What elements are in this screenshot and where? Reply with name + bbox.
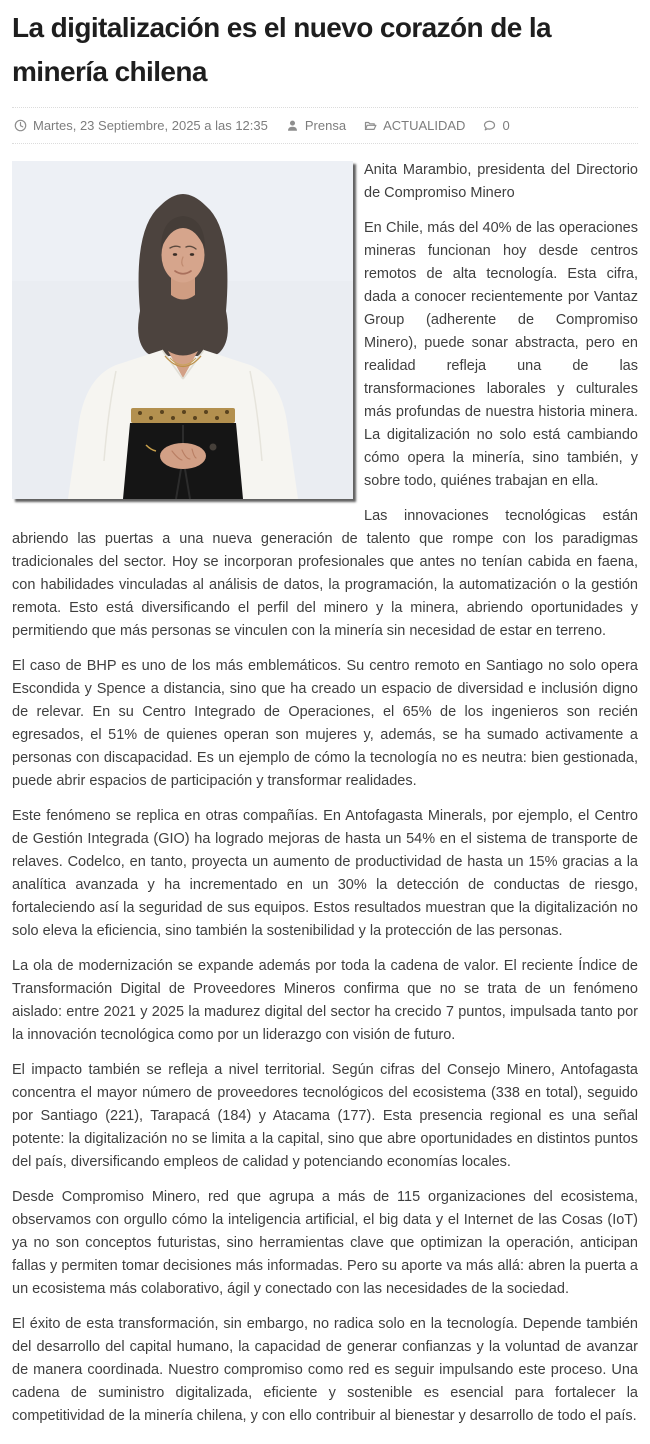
article-paragraph: Desde Compromiso Minero, red que agrupa a más de 115 organizaciones del ecosistema, observamos con orgullo cómo la inteligencia artificial, el big data y el Internet de las Cosas (IoT) ya no son conceptos futuristas, sino herramientas clave que optimizan la operación, anticipan fallas y permiten tomar decisiones más informadas. Pero su aporte va más allá: abren la puerta a un ecosistema más colaborativo, ágil y conectado con las necesidades de la sociedad. (12, 1189, 638, 1298)
article-paragraph: Anita Marambio, presidenta del Directorio de Compromiso Minero (364, 162, 638, 202)
meta-date-label: Martes, 23 Septiembre, 2025 a las 12:35 (33, 118, 268, 134)
article-paragraph: Las innovaciones tecnológicas están abriendo las puertas a una nueva generación de talento que rompe con los paradigmas tradicionales del sector. Hoy se incorporan profesionales que antes no tenían cabida en faena, con habilidades vinculadas al análisis de datos, la programación, la automatización o la gestión remota. Esto está diversificando el perfil del minero y la minera, abriendo oportunidades y permitiendo que más personas se vinculen con la minería sin necesidad de estar en terreno. (12, 508, 638, 640)
article-paragraph: La ola de modernización se expande además por toda la cadena de valor. El reciente Índice de Transformación Digital de Proveedores Mineros confirma que no se trata de un fenómeno aislado: entre 2021 y 2025 la madurez digital del sector ha crecido 7 puntos, impulsada tanto por la innovación tecnológica como por un liderazgo con visión de futuro. (12, 958, 638, 1044)
user-icon (286, 119, 299, 132)
meta-category-label[interactable]: ACTUALIDAD (383, 118, 466, 134)
meta-comments[interactable] (483, 118, 509, 133)
meta-comments-count[interactable]: 0 (502, 118, 510, 134)
clock-icon (14, 119, 27, 132)
article-body (12, 159, 638, 1428)
portrait-illustration (12, 161, 353, 499)
article-paragraph: En Chile, más del 40% de las operaciones mineras funcionan hoy desde centros remotos de alta tecnología. Esta cifra, dada a conocer recientemente por Vantaz Group (adherente de Compromiso Minero), puede sonar abstracta, pero en realidad refleja una de las transformaciones laborales y culturales más profundas de nuestra historia minera. La digitalización no solo está cambiando cómo opera la minería, sino también, y sobre todo, quiénes trabajan en ella. (364, 220, 638, 490)
meta-author[interactable] (286, 118, 346, 133)
article-paragraph: Este fenómeno se replica en otras compañías. En Antofagasta Minerals, por ejemplo, el Centro de Gestión Integrada (GIO) ha logrado mejoras de hasta un 54% en el sistema de transporte de relaves. Codelco, en tanto, proyecta un aumento de productividad de hasta un 15% gracias a la analítica avanzada y ha incrementado en un 30% la detección de conductas de riesgo, fortaleciendo así la seguridad de sus equipos. Estos resultados muestran que la digitalización no solo eleva la eficiencia, sino también la sostenibilidad y la protección de las personas. (12, 808, 638, 940)
article-image (12, 161, 353, 499)
comment-icon (483, 119, 496, 132)
meta-date (14, 118, 268, 133)
article-paragraph: El impacto también se refleja a nivel territorial. Según cifras del Consejo Minero, Antofagasta concentra el mayor número de proveedores tecnológicos del ecosistema (338 en total), seguido por Santiago (221), Tarapacá (184) y Atacama (177). Esta presencia regional es una señal potente: la digitalización no se limita a la capital, sino que abre oportunidades en distintos puntos del país, diversificando empleos de calidad y potenciando economías locales. (12, 1062, 638, 1171)
meta-author-label[interactable]: Prensa (304, 118, 347, 134)
article-paragraph: El caso de BHP es uno de los más emblemáticos. Su centro remoto en Santiago no solo opera Escondida y Spence a distancia, sino que ha creado un espacio de diversidad e inclusión digno de relevar. En su Centro Integrado de Operaciones, el 65% de los ingenieros son recién egresados, el 51% de quienes operan son mujeres y, además, se ha sumado activamente a personas con discapacidad. Es un ejemplo de cómo la tecnología no es neutra: bien gestionada, puede abrir espacios de participación y transformar realidades. (12, 658, 638, 790)
article-paragraph: El éxito de esta transformación, sin embargo, no radica solo en la tecnología. Depende también del desarrollo del capital humano, la capacidad de generar confianzas y la voluntad de avanzar de manera coordinada. Nuestro compromiso como red es seguir impulsando este proceso. Una cadena de suministro digitalizada, eficiente y sostenible es esencial para fortalecer la competitividad de la minería chilena, y con ello contribuir al bienestar y desarrollo de todo el país. (12, 1316, 638, 1425)
article-title: La digitalización es el nuevo corazón de la minería chilena (12, 12, 552, 88)
article-meta-bar (12, 107, 638, 144)
folder-icon (364, 119, 377, 132)
meta-category[interactable] (364, 118, 465, 133)
